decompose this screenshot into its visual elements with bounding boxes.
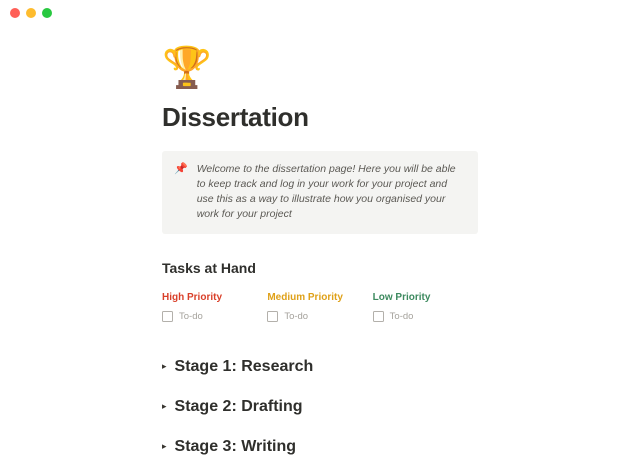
tasks-at-hand-heading[interactable]: Tasks at Hand [162,260,256,276]
priority-label-low[interactable]: Low Priority [372,292,431,303]
checkbox-high[interactable] [162,311,173,322]
toggle-title-stage-2[interactable]: Stage 2: Drafting [174,398,303,415]
pushpin-icon: 📌 [174,163,188,175]
window-titlebar [0,0,640,26]
page-content-area [0,26,640,456]
todo-label-high[interactable]: To-do [179,311,203,322]
page-title[interactable]: Dissertation [162,102,309,132]
todo-item-low[interactable] [373,311,478,322]
checkbox-medium[interactable] [267,311,278,322]
callout-text: Welcome to the dissertation page! Here you will be able to keep track and log in your work for your project and use this as a way to illustrate how you organised your work for your project [196,163,456,220]
toggle-title-stage-3[interactable]: Stage 3: Writing [174,438,297,455]
welcome-callout[interactable] [162,151,478,234]
todo-item-high[interactable] [162,311,267,322]
todo-label-medium[interactable]: To-do [284,311,309,322]
priority-label-medium[interactable]: Medium Priority [267,292,343,303]
traffic-light-controls [10,8,52,18]
todo-item-medium[interactable] [267,311,372,322]
checkbox-low[interactable] [373,311,384,322]
notion-page [0,26,640,456]
toggle-stage-1[interactable] [162,358,478,376]
toggle-title-stage-1[interactable]: Stage 1: Research [174,358,314,375]
priority-column-low [373,292,478,322]
minimize-window-button[interactable] [26,8,36,18]
chevron-right-icon[interactable]: ▸ [162,361,167,371]
todo-label-low[interactable]: To-do [389,311,414,322]
priority-label-high[interactable]: High Priority [162,292,223,303]
priority-column-medium [267,292,372,322]
toggle-stage-2[interactable] [162,398,478,416]
trophy-icon[interactable]: 🏆 [162,46,212,90]
toggle-stage-3[interactable] [162,438,478,456]
chevron-right-icon[interactable]: ▸ [162,441,167,451]
zoom-window-button[interactable] [42,8,52,18]
chevron-right-icon[interactable]: ▸ [162,401,167,411]
close-window-button[interactable] [10,8,20,18]
priority-columns [162,292,478,322]
priority-column-high [162,292,267,322]
